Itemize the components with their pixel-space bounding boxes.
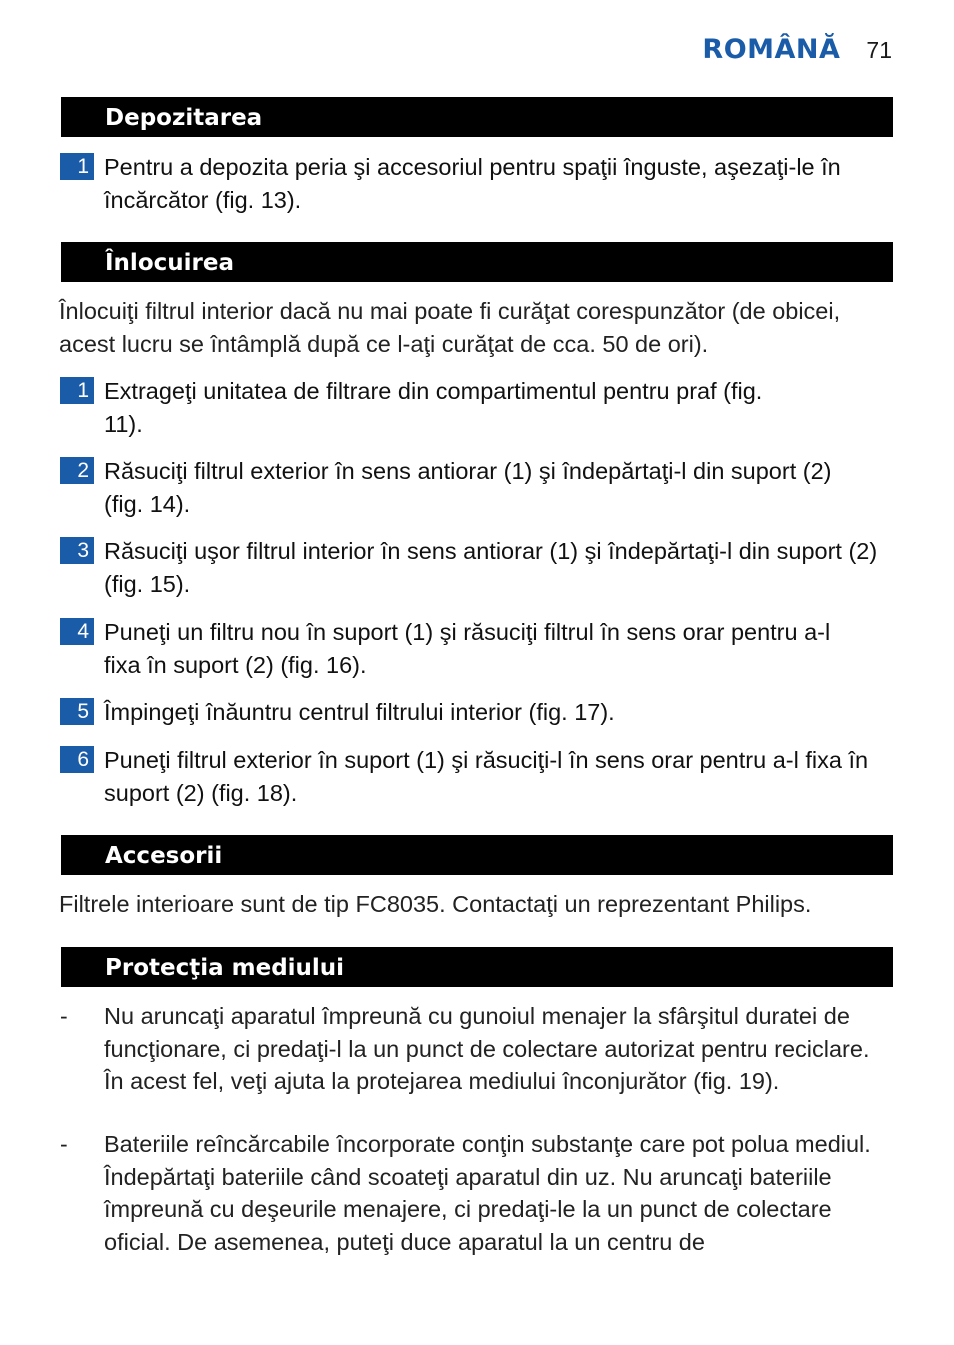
section-heading-replacement: Înlocuirea xyxy=(61,242,893,282)
page-header xyxy=(702,34,892,65)
step-text: Răsuciţi filtrul exterior în sens antiorar (1) şi îndepărtaţi-l din suport (2) (fig. 14). xyxy=(104,458,832,517)
section-heading-storage: Depozitarea xyxy=(61,97,893,137)
accessories-text: Filtrele interioare sunt de tip FC8035. Contactaţi un reprezentant Philips. xyxy=(59,891,812,917)
step-text: Răsuciţi uşor filtrul interior în sens antiorar (1) şi îndepărtaţi-l din suport (2) (fig. 15). xyxy=(104,538,878,597)
bullet-dash: - xyxy=(60,1131,68,1157)
replacement-step-2 xyxy=(60,455,900,520)
language-label: ROMÂNĂ xyxy=(702,34,841,65)
step-number-badge: 1 xyxy=(60,377,94,404)
step-number-badge: 5 xyxy=(60,698,94,725)
replacement-step-4 xyxy=(60,616,900,681)
replacement-step-1 xyxy=(60,375,900,440)
step-text: Extrageţi unitatea de filtrare din compartimentul pentru praf (fig. 11). xyxy=(104,378,763,437)
step-text: Împingeţi înăuntru centrul filtrului interior (fig. 17). xyxy=(104,699,615,725)
step-number-badge: 2 xyxy=(60,457,94,484)
step-number-badge: 3 xyxy=(60,537,94,564)
step-text: Puneţi filtrul exterior în suport (1) şi răsuciţi-l în sens orar pentru a-l fixa în suport (2) (fig. 18). xyxy=(104,747,869,806)
replacement-step-6 xyxy=(60,744,900,809)
replacement-step-3 xyxy=(60,535,900,600)
environment-bullet-2 xyxy=(60,1128,900,1258)
bullet-text: Nu aruncaţi aparatul împreună cu gunoiul menajer la sfârşitul duratei de funcţionare, ci predaţi-l la un punct de colectare autorizat pentru reciclare. În acest fel, veţi ajuta la protejarea mediului înconjurător (fig. 19). xyxy=(104,1003,870,1094)
replacement-step-5 xyxy=(60,696,900,729)
step-number-badge: 1 xyxy=(60,153,94,180)
step-text: Pentru a depozita peria şi accesoriul pentru spaţii înguste, aşezaţi-le în încărcător (fig. 13). xyxy=(104,154,841,213)
section-heading-accessories: Accesorii xyxy=(61,835,893,875)
page-number: 71 xyxy=(866,37,892,63)
bullet-text: Bateriile reîncărcabile încorporate conţin substanţe care pot polua mediul. Îndepărtaţi bateriile când scoateţi aparatul din uz. Nu aruncaţi bateriile împreună cu deşeurile menajere, ci predaţi-le la un punct de colectare oficial. De asemenea, puteţi duce aparatul la un centru de xyxy=(104,1131,871,1255)
section-heading-environment: Protecţia mediului xyxy=(61,947,893,987)
step-text: Puneţi un filtru nou în suport (1) şi răsuciţi filtrul în sens orar pentru a-l fixa în suport (2) (fig. 16). xyxy=(104,619,831,678)
step-number-badge: 4 xyxy=(60,618,94,645)
replacement-intro: Înlocuiţi filtrul interior dacă nu mai poate fi curăţat corespunzător (de obicei, acest lucru se întâmplă după ce l-aţi curăţat de cca. 50 de ori). xyxy=(59,298,841,357)
bullet-dash: - xyxy=(60,1003,68,1029)
storage-step-1 xyxy=(60,151,900,216)
environment-bullet-1 xyxy=(60,1000,900,1098)
step-number-badge: 6 xyxy=(60,746,94,773)
